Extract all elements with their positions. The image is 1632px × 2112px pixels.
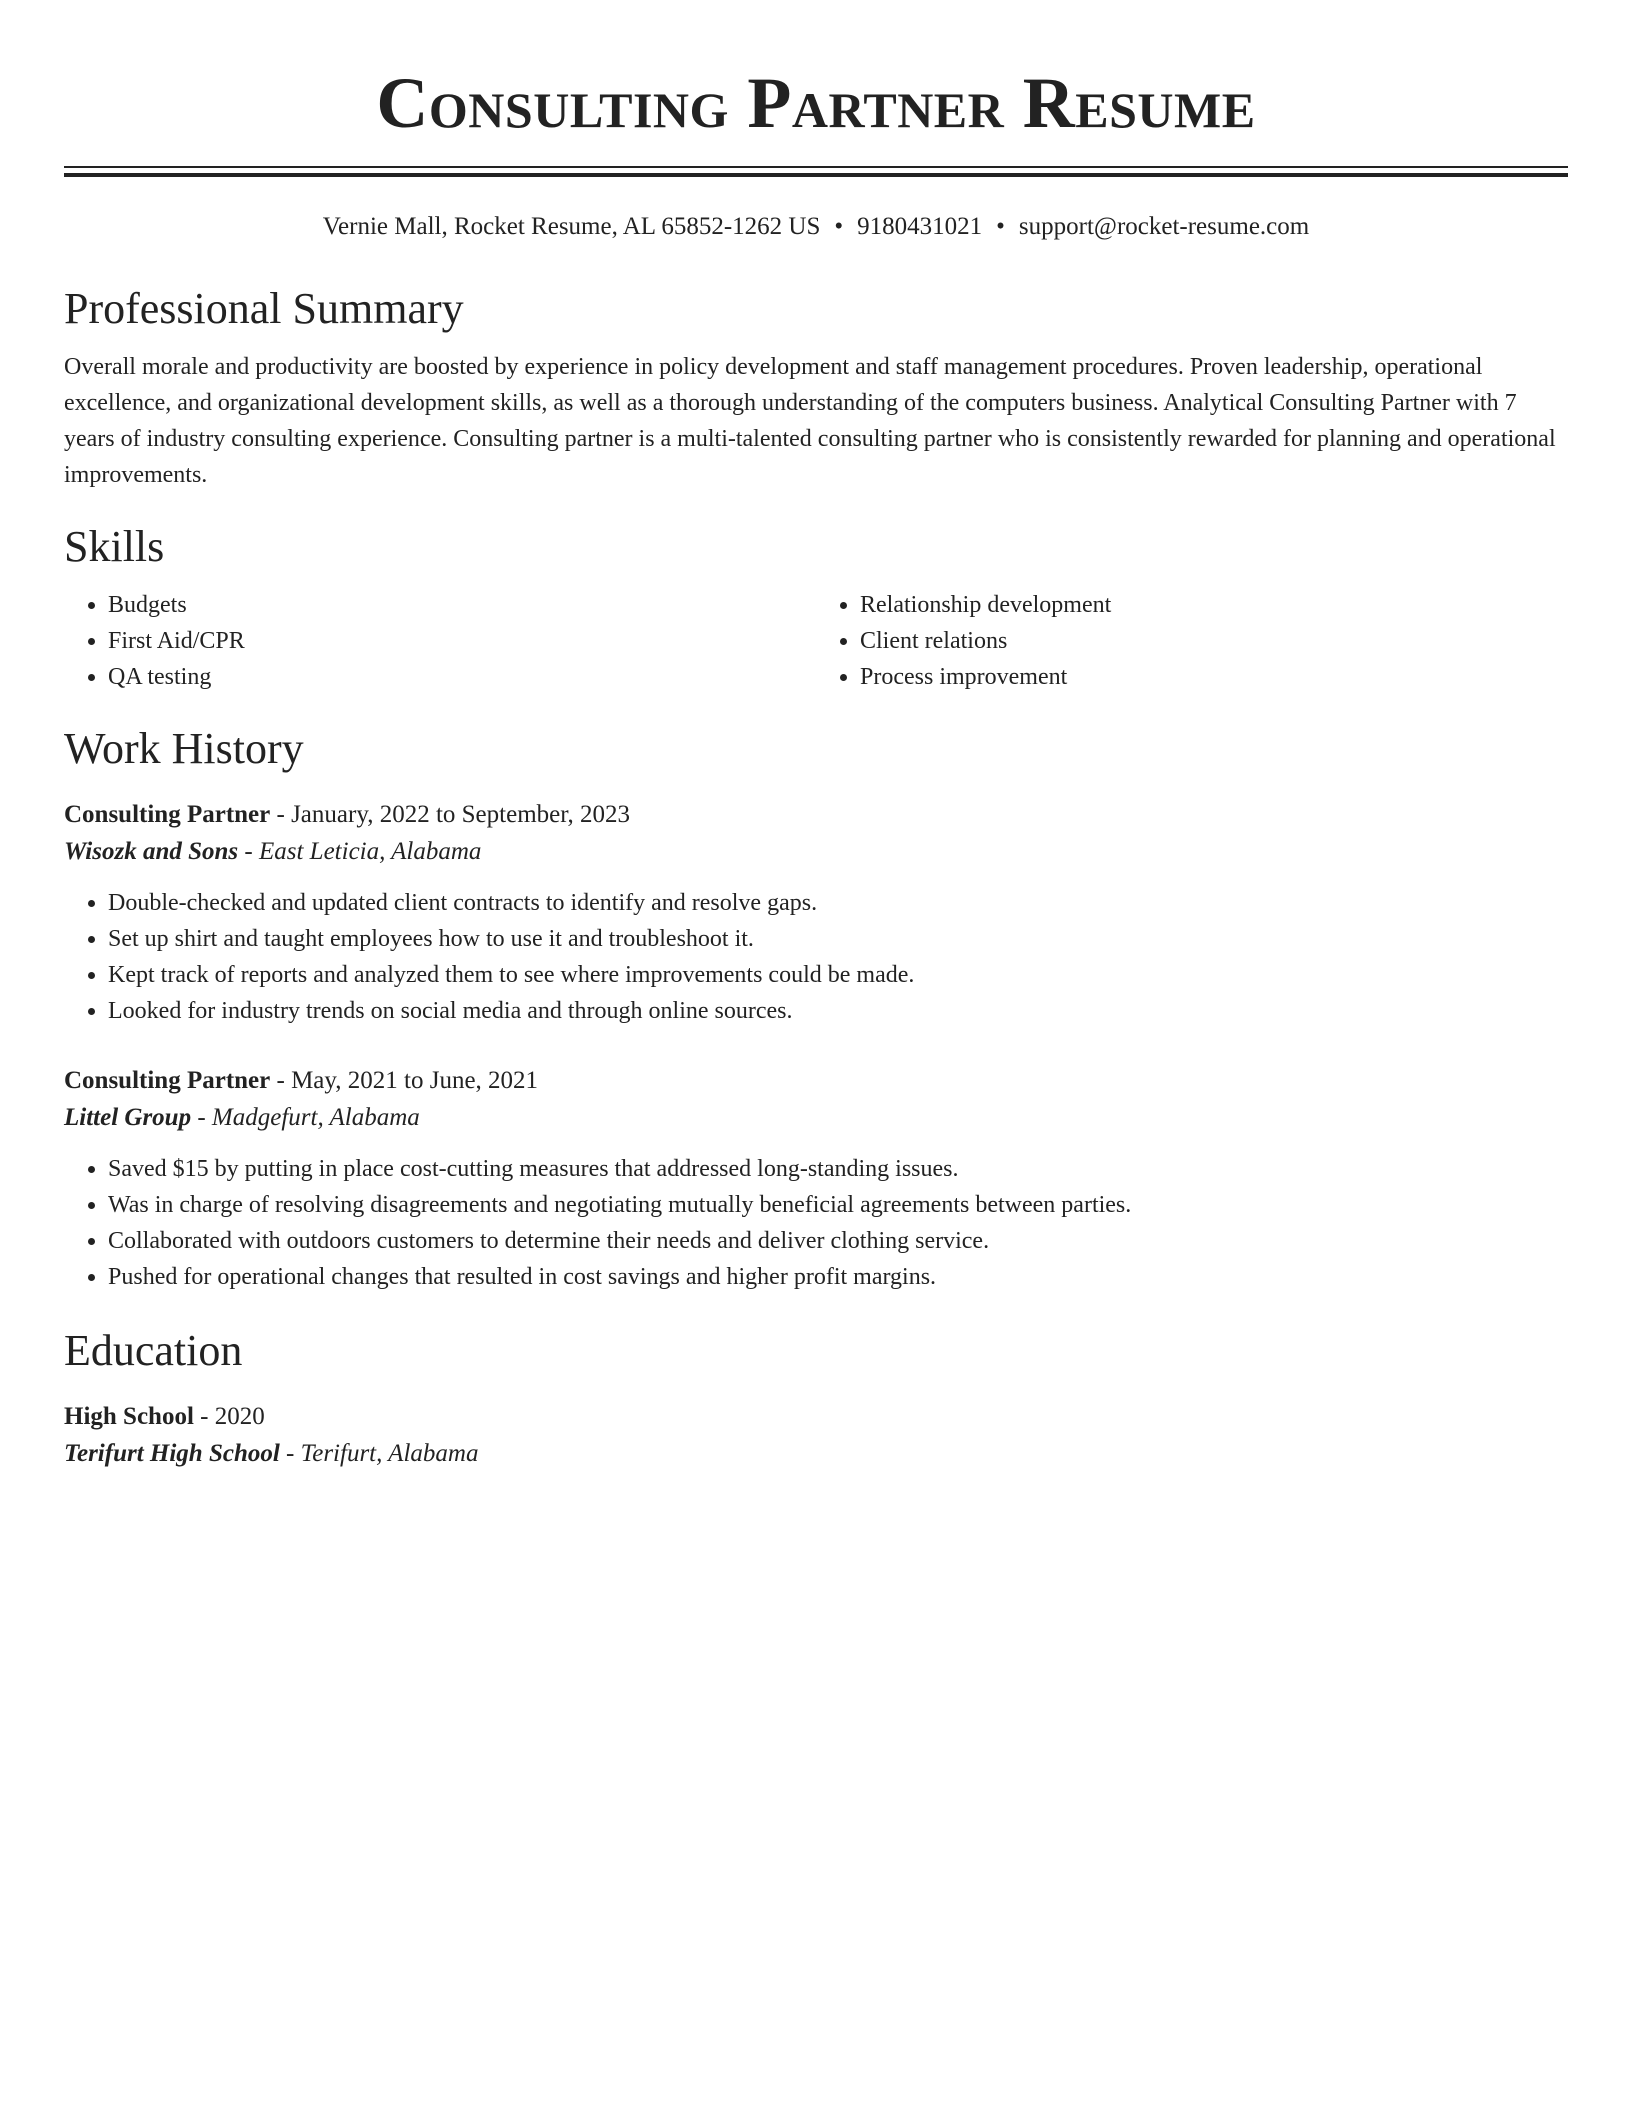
job-bullets [64, 885, 1568, 1029]
skill-item: • Process improvement [860, 659, 1568, 695]
job-bullet: • Saved $15 by putting in place cost-cutting measures that addressed long-standing issues. [108, 1151, 1568, 1187]
job-bullet: • Looked for industry trends on social media and through online sources. [108, 993, 1568, 1029]
job-dates: January, 2022 to September, 2023 [291, 801, 631, 828]
education-school: Terifurt High School [64, 1440, 280, 1467]
education-degree-line: High School - 2020 [64, 1403, 265, 1430]
contact-email: support@rocket-resume.com [1018, 213, 1310, 240]
skill-item: • Client relations [860, 623, 1568, 659]
job-company: Littel Group [64, 1104, 192, 1131]
job-entry [64, 797, 1568, 1029]
contact-address: Vernie Mall, Rocket Resume, AL 65852-1262 US [322, 213, 821, 240]
education-degree: High School [64, 1403, 194, 1430]
skill-item: • Budgets [108, 587, 816, 623]
job-entry [64, 1063, 1568, 1295]
job-bullet: • Pushed for operational changes that resulted in cost savings and higher profit margins. [108, 1259, 1568, 1295]
skills-section [64, 521, 1568, 695]
bullet-separator: • [996, 213, 1005, 240]
job-title: Consulting Partner [64, 1067, 271, 1094]
title-divider [64, 166, 1568, 177]
skills-list-left [64, 587, 816, 695]
contact-phone: 9180431021 [857, 213, 983, 240]
job-location: Madgefurt, Alabama [211, 1104, 420, 1131]
job-bullet: • Kept track of reports and analyzed them to see where improvements could be made. [108, 957, 1568, 993]
skill-item: • Relationship development [860, 587, 1568, 623]
summary-section [64, 283, 1568, 493]
section-heading-summary: Professional Summary [64, 284, 464, 333]
section-heading-skills: Skills [64, 522, 165, 571]
job-bullet: • Collaborated with outdoors customers to determine their needs and deliver clothing service. [108, 1223, 1568, 1259]
job-company: Wisozk and Sons [64, 838, 239, 865]
job-title-line: Consulting Partner - January, 2022 to September, 2023 [64, 801, 631, 828]
section-heading-education: Education [64, 1326, 243, 1375]
work-history-section [64, 723, 1568, 1295]
job-title-line: Consulting Partner - May, 2021 to June, 2021 [64, 1067, 539, 1094]
skill-item: • First Aid/CPR [108, 623, 816, 659]
section-heading-work-history: Work History [64, 724, 304, 773]
skills-columns [64, 587, 1568, 695]
job-title: Consulting Partner [64, 801, 271, 828]
education-location: Terifurt, Alabama [300, 1440, 479, 1467]
education-school-line: Terifurt High School - Terifurt, Alabama [64, 1440, 479, 1467]
education-entry [64, 1399, 1568, 1473]
job-company-line: Littel Group - Madgefurt, Alabama [64, 1104, 420, 1131]
summary-text: Overall morale and productivity are boosted by experience in policy development and staff management procedures. Proven leadership, operational excellence, and organizational development skills, as well as a thorough understanding of the computers business. Analytical Consulting Partner with 7 years of industry consulting experience. Consulting partner is a multi-talented consulting partner who is consistently rewarded for planning and operational improvements. [64, 354, 1556, 488]
contact-line [64, 211, 1568, 243]
bullet-separator: • [834, 213, 844, 240]
job-dates: May, 2021 to June, 2021 [291, 1067, 539, 1094]
skill-item: • QA testing [108, 659, 816, 695]
job-bullet: • Double-checked and updated client contracts to identify and resolve gaps. [108, 885, 1568, 921]
job-bullet: • Set up shirt and taught employees how to use it and troubleshoot it. [108, 921, 1568, 957]
job-company-line: Wisozk and Sons - East Leticia, Alabama [64, 838, 482, 865]
job-bullet: • Was in charge of resolving disagreements and negotiating mutually beneficial agreements between parties. [108, 1187, 1568, 1223]
job-location: East Leticia, Alabama [258, 838, 482, 865]
resume-title: Consulting Partner Resume [376, 63, 1256, 143]
education-year: 2020 [214, 1403, 265, 1430]
skills-list-right [816, 587, 1568, 695]
job-bullets [64, 1151, 1568, 1295]
education-section [64, 1325, 1568, 1473]
